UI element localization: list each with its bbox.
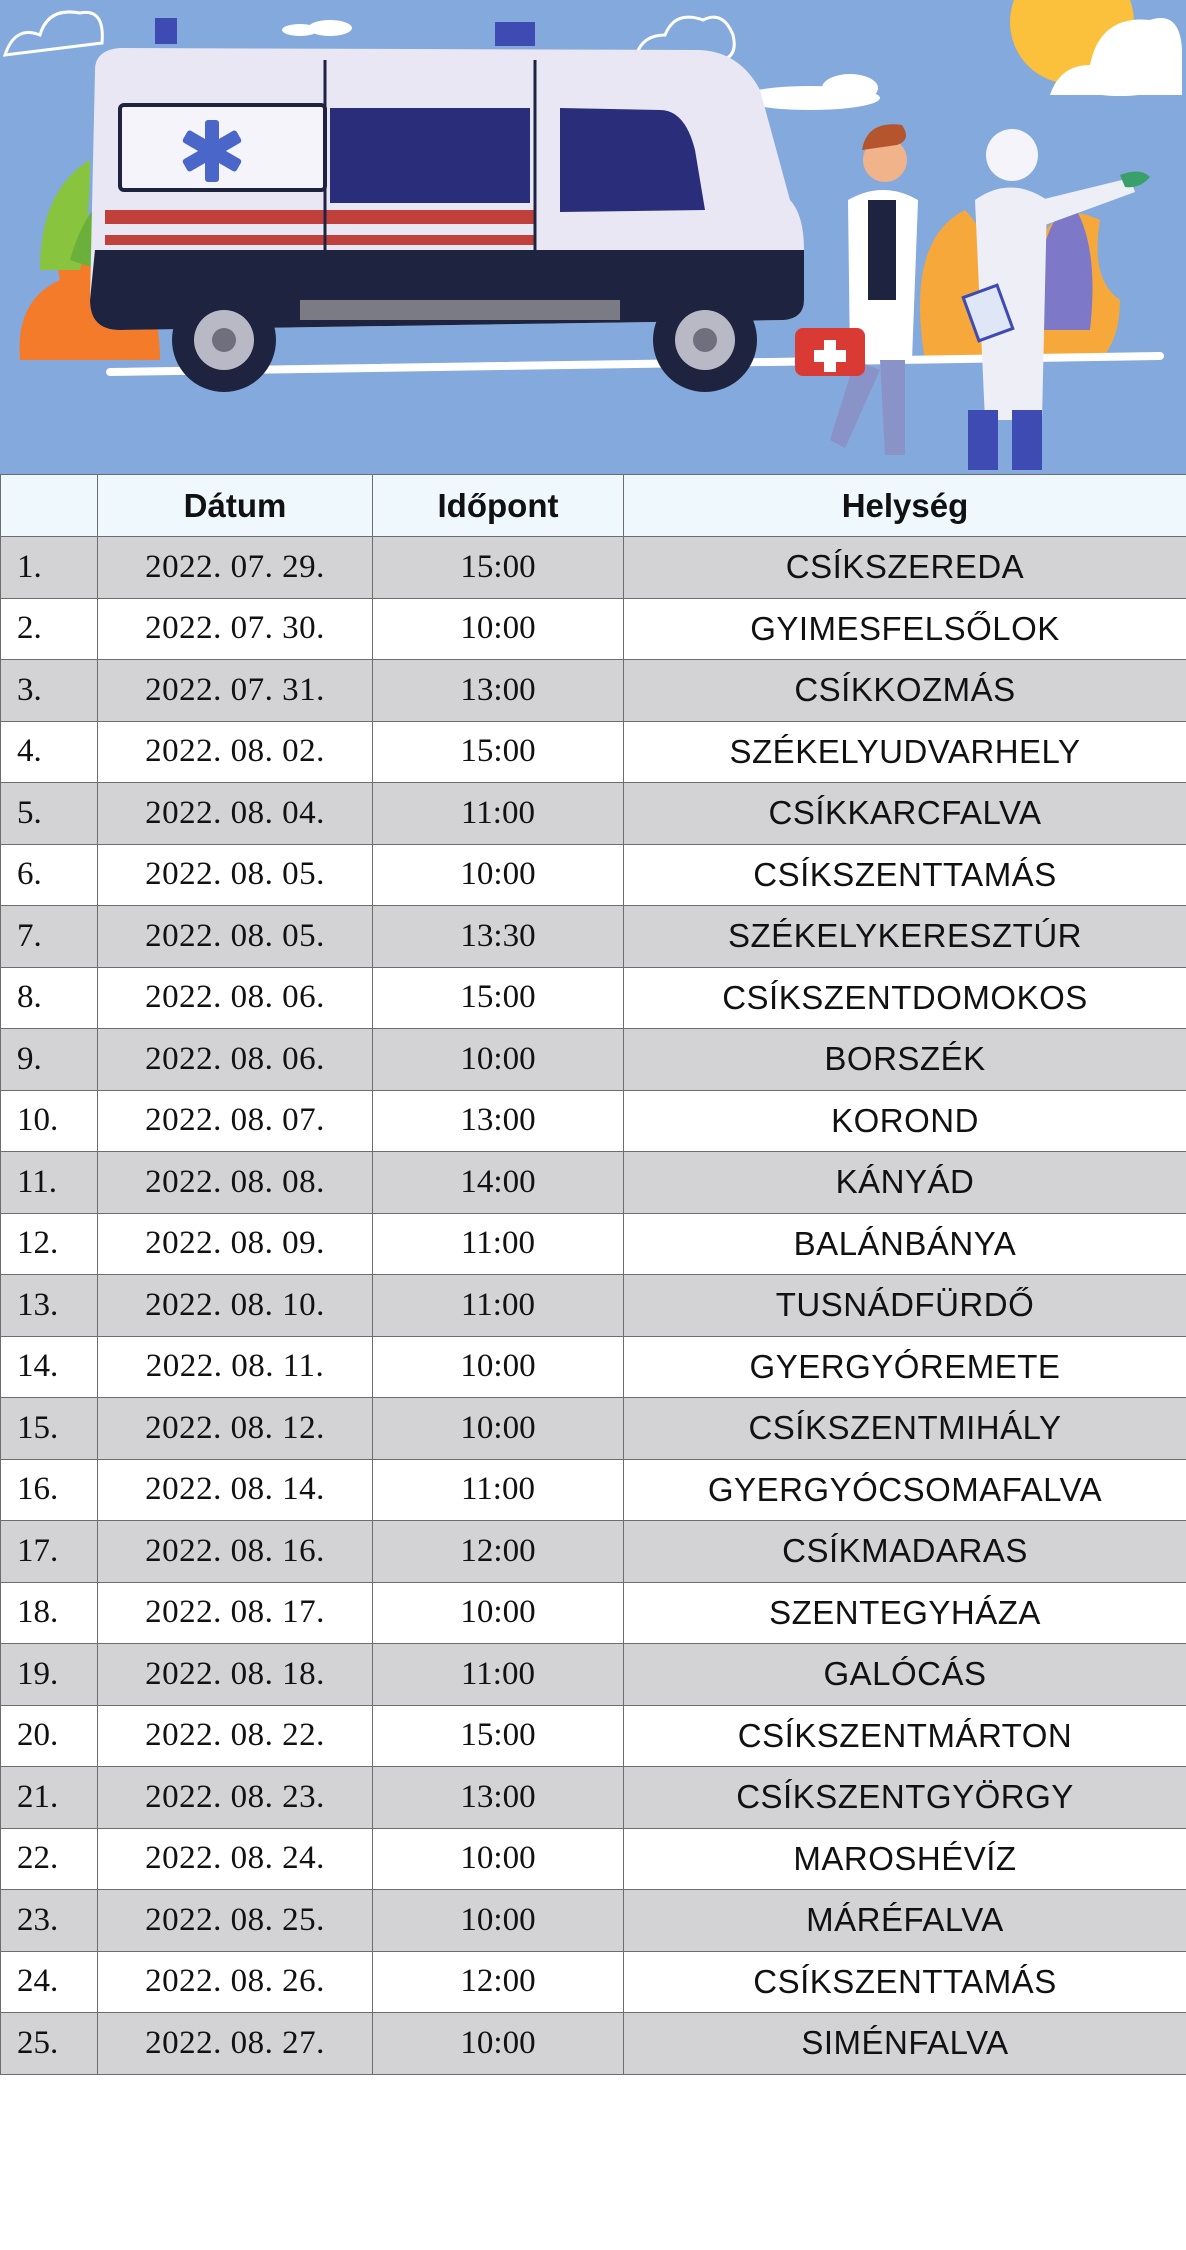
table-row xyxy=(1,906,1186,968)
row-time: 13:00 xyxy=(373,1767,624,1829)
row-number: 12. xyxy=(1,1213,98,1275)
row-time: 15:00 xyxy=(373,1705,624,1767)
table-row xyxy=(1,2013,1186,2075)
table-row xyxy=(1,537,1186,599)
row-number: 2. xyxy=(1,598,98,660)
row-date: 2022. 08. 05. xyxy=(98,844,373,906)
row-number: 15. xyxy=(1,1398,98,1460)
row-date: 2022. 08. 07. xyxy=(98,1090,373,1152)
row-number: 11. xyxy=(1,1152,98,1214)
table-row xyxy=(1,598,1186,660)
row-date: 2022. 08. 22. xyxy=(98,1705,373,1767)
row-number: 21. xyxy=(1,1767,98,1829)
row-number: 4. xyxy=(1,721,98,783)
table-row xyxy=(1,1828,1186,1890)
row-place: CSÍKSZENTMÁRTON xyxy=(624,1705,1186,1767)
row-date: 2022. 08. 06. xyxy=(98,967,373,1029)
row-number: 19. xyxy=(1,1644,98,1706)
row-date: 2022. 08. 14. xyxy=(98,1459,373,1521)
row-date: 2022. 08. 06. xyxy=(98,1029,373,1091)
table-row xyxy=(1,1705,1186,1767)
header-index xyxy=(1,475,98,537)
row-number: 24. xyxy=(1,1951,98,2013)
header-date: Dátum xyxy=(98,475,373,537)
table-row xyxy=(1,1644,1186,1706)
row-number: 14. xyxy=(1,1336,98,1398)
row-date: 2022. 08. 10. xyxy=(98,1275,373,1337)
row-date: 2022. 08. 27. xyxy=(98,2013,373,2075)
table-row xyxy=(1,783,1186,845)
table-row xyxy=(1,721,1186,783)
row-number: 25. xyxy=(1,2013,98,2075)
row-date: 2022. 08. 11. xyxy=(98,1336,373,1398)
row-place: CSÍKSZENTDOMOKOS xyxy=(624,967,1186,1029)
table-row xyxy=(1,844,1186,906)
table-row xyxy=(1,1398,1186,1460)
row-time: 10:00 xyxy=(373,1582,624,1644)
row-place: SIMÉNFALVA xyxy=(624,2013,1186,2075)
row-place: CSÍKSZEREDA xyxy=(624,537,1186,599)
row-date: 2022. 08. 12. xyxy=(98,1398,373,1460)
row-date: 2022. 08. 16. xyxy=(98,1521,373,1583)
table-row xyxy=(1,1521,1186,1583)
row-number: 8. xyxy=(1,967,98,1029)
row-place: CSÍKSZENTTAMÁS xyxy=(624,844,1186,906)
table-row xyxy=(1,1459,1186,1521)
row-time: 11:00 xyxy=(373,783,624,845)
row-place: MAROSHÉVÍZ xyxy=(624,1828,1186,1890)
row-time: 10:00 xyxy=(373,1890,624,1952)
row-time: 10:00 xyxy=(373,1029,624,1091)
row-date: 2022. 08. 08. xyxy=(98,1152,373,1214)
row-time: 11:00 xyxy=(373,1213,624,1275)
row-number: 22. xyxy=(1,1828,98,1890)
row-time: 10:00 xyxy=(373,598,624,660)
row-time: 15:00 xyxy=(373,967,624,1029)
row-place: TUSNÁDFÜRDŐ xyxy=(624,1275,1186,1337)
row-number: 17. xyxy=(1,1521,98,1583)
row-date: 2022. 08. 02. xyxy=(98,721,373,783)
row-place: CSÍKKARCFALVA xyxy=(624,783,1186,845)
row-place: GALÓCÁS xyxy=(624,1644,1186,1706)
table-row xyxy=(1,1213,1186,1275)
row-time: 12:00 xyxy=(373,1521,624,1583)
row-time: 12:00 xyxy=(373,1951,624,2013)
row-place: CSÍKSZENTTAMÁS xyxy=(624,1951,1186,2013)
row-time: 14:00 xyxy=(373,1152,624,1214)
table-row xyxy=(1,660,1186,722)
row-number: 7. xyxy=(1,906,98,968)
table-header-row xyxy=(1,475,1186,537)
row-date: 2022. 08. 04. xyxy=(98,783,373,845)
row-time: 10:00 xyxy=(373,1336,624,1398)
row-date: 2022. 08. 09. xyxy=(98,1213,373,1275)
row-number: 10. xyxy=(1,1090,98,1152)
row-number: 3. xyxy=(1,660,98,722)
row-number: 1. xyxy=(1,537,98,599)
row-number: 9. xyxy=(1,1029,98,1091)
table-row xyxy=(1,1152,1186,1214)
row-place: GYIMESFELSŐLOK xyxy=(624,598,1186,660)
row-place: CSÍKMADARAS xyxy=(624,1521,1186,1583)
row-date: 2022. 08. 17. xyxy=(98,1582,373,1644)
header-place: Helység xyxy=(624,475,1186,537)
row-place: MÁRÉFALVA xyxy=(624,1890,1186,1952)
row-place: KOROND xyxy=(624,1090,1186,1152)
table-row xyxy=(1,1951,1186,2013)
row-date: 2022. 07. 30. xyxy=(98,598,373,660)
row-time: 13:30 xyxy=(373,906,624,968)
row-time: 15:00 xyxy=(373,537,624,599)
row-time: 15:00 xyxy=(373,721,624,783)
row-place: SZÉKELYUDVARHELY xyxy=(624,721,1186,783)
row-date: 2022. 08. 05. xyxy=(98,906,373,968)
row-time: 11:00 xyxy=(373,1275,624,1337)
row-date: 2022. 08. 23. xyxy=(98,1767,373,1829)
table-row xyxy=(1,1275,1186,1337)
row-number: 16. xyxy=(1,1459,98,1521)
row-place: SZENTEGYHÁZA xyxy=(624,1582,1186,1644)
row-date: 2022. 08. 26. xyxy=(98,1951,373,2013)
schedule-table xyxy=(0,474,1186,2075)
row-date: 2022. 08. 25. xyxy=(98,1890,373,1952)
row-number: 20. xyxy=(1,1705,98,1767)
table-row xyxy=(1,1890,1186,1952)
row-place: KÁNYÁD xyxy=(624,1152,1186,1214)
row-place: SZÉKELYKERESZTÚR xyxy=(624,906,1186,968)
row-place: BORSZÉK xyxy=(624,1029,1186,1091)
table-row xyxy=(1,1767,1186,1829)
header-time: Időpont xyxy=(373,475,624,537)
row-number: 23. xyxy=(1,1890,98,1952)
row-place: GYERGYÓREMETE xyxy=(624,1336,1186,1398)
row-time: 11:00 xyxy=(373,1644,624,1706)
row-date: 2022. 08. 18. xyxy=(98,1644,373,1706)
row-number: 5. xyxy=(1,783,98,845)
row-number: 18. xyxy=(1,1582,98,1644)
row-date: 2022. 07. 29. xyxy=(98,537,373,599)
table-row xyxy=(1,967,1186,1029)
row-time: 10:00 xyxy=(373,1398,624,1460)
row-time: 13:00 xyxy=(373,660,624,722)
banner-illustration xyxy=(0,0,1186,474)
row-place: CSÍKKOZMÁS xyxy=(624,660,1186,722)
row-place: BALÁNBÁNYA xyxy=(624,1213,1186,1275)
row-place: CSÍKSZENTGYÖRGY xyxy=(624,1767,1186,1829)
row-time: 10:00 xyxy=(373,2013,624,2075)
table-row xyxy=(1,1090,1186,1152)
row-date: 2022. 07. 31. xyxy=(98,660,373,722)
row-time: 13:00 xyxy=(373,1090,624,1152)
table-row xyxy=(1,1029,1186,1091)
table-row xyxy=(1,1582,1186,1644)
row-time: 10:00 xyxy=(373,1828,624,1890)
row-time: 11:00 xyxy=(373,1459,624,1521)
row-number: 6. xyxy=(1,844,98,906)
row-date: 2022. 08. 24. xyxy=(98,1828,373,1890)
row-number: 13. xyxy=(1,1275,98,1337)
row-place: CSÍKSZENTMIHÁLY xyxy=(624,1398,1186,1460)
row-place: GYERGYÓCSOMAFALVA xyxy=(624,1459,1186,1521)
table-row xyxy=(1,1336,1186,1398)
row-time: 10:00 xyxy=(373,844,624,906)
